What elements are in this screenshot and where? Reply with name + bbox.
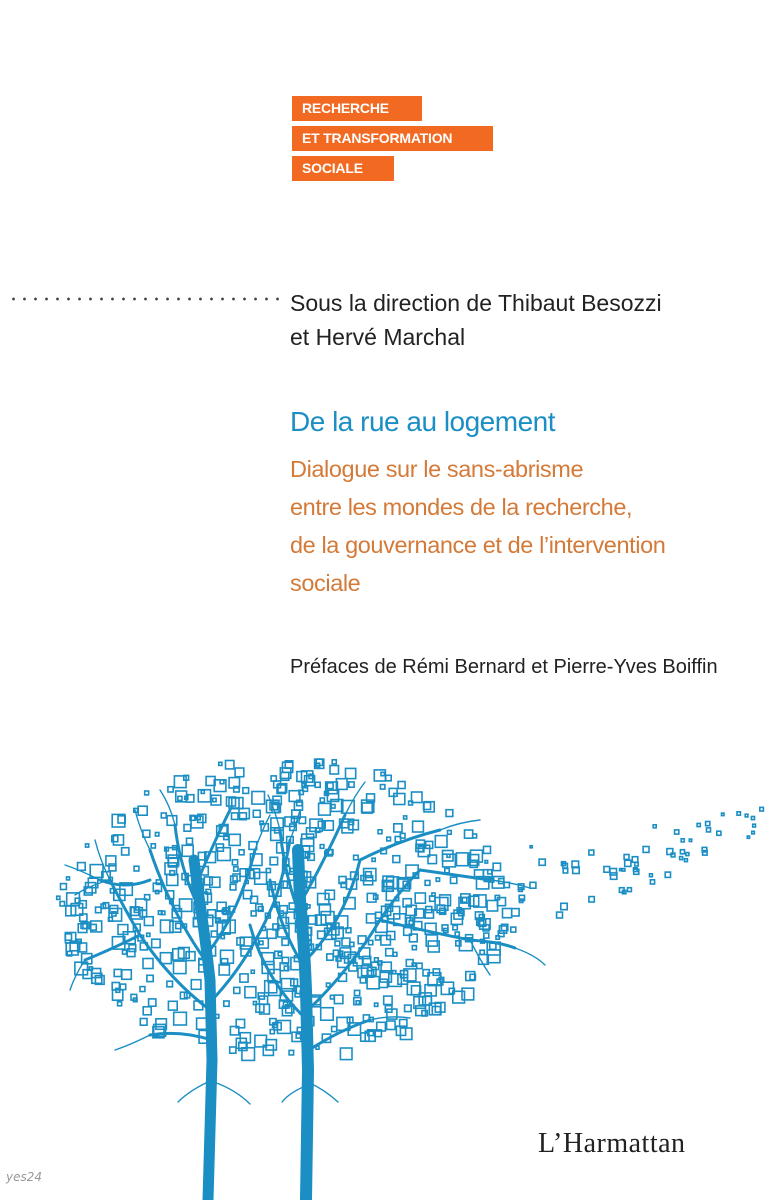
- subtitle-line-2: entre les mondes de la recherche,: [290, 494, 633, 520]
- canopy-square: [224, 1001, 229, 1006]
- canopy-square: [653, 825, 656, 828]
- canopy-square: [332, 1027, 337, 1032]
- canopy-square: [134, 866, 139, 871]
- canopy-square: [270, 857, 278, 865]
- canopy-square: [123, 950, 127, 954]
- subtitle-line-4: sociale: [290, 570, 361, 596]
- prefaces: Préfaces de Rémi Bernard et Pierre-Yves Boiffin: [290, 656, 718, 678]
- canopy-square: [394, 794, 405, 805]
- canopy-square: [245, 987, 256, 998]
- canopy-square: [240, 974, 248, 982]
- canopy-square: [628, 888, 632, 892]
- canopy-square: [487, 901, 498, 912]
- canopy-square: [737, 812, 740, 815]
- canopy-square: [259, 941, 263, 945]
- canopy-square: [440, 895, 451, 906]
- canopy-square: [330, 766, 339, 775]
- canopy-square: [242, 1048, 255, 1061]
- canopy-square: [219, 965, 229, 975]
- canopy-square: [216, 918, 221, 923]
- canopy-square: [722, 813, 725, 816]
- canopy-square: [650, 874, 653, 877]
- canopy-square: [296, 1034, 300, 1038]
- canopy-square: [182, 845, 193, 856]
- canopy-square: [221, 935, 224, 938]
- canopy-square: [381, 772, 384, 775]
- canopy-square: [372, 858, 375, 861]
- canopy-square: [251, 911, 256, 916]
- canopy-square: [118, 1002, 122, 1006]
- canopy-square: [563, 869, 568, 874]
- canopy-square: [168, 787, 173, 792]
- canopy-square: [703, 851, 708, 856]
- canopy-square: [334, 995, 343, 1004]
- subtitle-line-3: de la gouvernance et de l’intervention: [290, 532, 666, 558]
- canopy-square: [243, 788, 249, 794]
- canopy-square: [635, 863, 639, 867]
- collection-line-2: ET TRANSFORMATION: [292, 126, 493, 151]
- canopy-square: [387, 1021, 396, 1030]
- canopy-square: [356, 1001, 359, 1004]
- canopy-square: [340, 1048, 352, 1060]
- canopy-square: [589, 850, 594, 855]
- canopy-square: [299, 790, 303, 794]
- canopy-square: [232, 813, 239, 820]
- canopy-square: [707, 828, 711, 832]
- canopy-square: [144, 917, 153, 926]
- canopy-square: [113, 990, 123, 1000]
- canopy-square: [665, 872, 670, 877]
- canopy-square: [332, 760, 336, 764]
- dotted-rule: [8, 289, 280, 309]
- canopy-square: [253, 810, 260, 817]
- canopy-square: [174, 961, 187, 974]
- canopy-square: [424, 802, 434, 812]
- canopy-square: [675, 830, 679, 834]
- canopy-square: [400, 833, 405, 838]
- canopy-square: [152, 939, 160, 947]
- canopy-square: [160, 953, 171, 964]
- canopy-square: [355, 990, 360, 995]
- canopy-square: [386, 775, 392, 781]
- canopy-square: [232, 860, 237, 865]
- canopy-square: [143, 1007, 151, 1015]
- canopy-square: [167, 981, 173, 987]
- canopy-square: [557, 912, 563, 918]
- canopy-square: [487, 950, 500, 963]
- canopy-square: [145, 791, 149, 795]
- canopy-square: [187, 838, 193, 844]
- canopy-square: [341, 882, 346, 887]
- canopy-square: [369, 940, 373, 944]
- canopy-square: [686, 853, 689, 856]
- canopy-square: [67, 951, 72, 956]
- canopy-square: [320, 845, 324, 849]
- canopy-square: [239, 850, 244, 855]
- canopy-square: [404, 816, 407, 819]
- canopy-square: [251, 970, 254, 973]
- canopy-square: [465, 830, 473, 838]
- canopy-square: [208, 910, 216, 918]
- canopy-square: [435, 836, 447, 848]
- canopy-square: [316, 828, 320, 832]
- canopy-square: [447, 854, 450, 857]
- canopy-square: [753, 824, 756, 827]
- canopy-square: [151, 844, 155, 848]
- canopy-square: [689, 839, 691, 841]
- canopy-square: [213, 798, 216, 801]
- canopy-square: [270, 1030, 274, 1034]
- canopy-square: [75, 898, 80, 903]
- canopy-square: [211, 931, 217, 937]
- canopy-square: [622, 869, 625, 872]
- canopy-square: [122, 970, 132, 980]
- canopy-square: [499, 926, 506, 933]
- canopy-square: [168, 1001, 177, 1010]
- canopy-square: [745, 814, 748, 817]
- canopy-square: [685, 859, 688, 862]
- canopy-square: [496, 936, 499, 939]
- canopy-square: [114, 969, 121, 976]
- canopy-square: [184, 825, 191, 832]
- canopy-square: [393, 971, 396, 974]
- canopy-square: [503, 909, 512, 918]
- canopy-square: [432, 893, 435, 896]
- canopy-square: [266, 869, 270, 873]
- canopy-square: [178, 796, 182, 800]
- canopy-square: [349, 782, 354, 787]
- canopy-square: [170, 871, 175, 876]
- canopy-square: [315, 782, 320, 787]
- book-title: De la rue au logement: [290, 406, 556, 437]
- canopy-square: [325, 890, 334, 899]
- canopy-square: [61, 884, 67, 890]
- canopy-square: [493, 863, 500, 870]
- canopy-square: [258, 907, 263, 912]
- canopy-square: [620, 869, 622, 871]
- canopy-square: [327, 954, 333, 960]
- canopy-square: [226, 761, 234, 769]
- canopy-square: [161, 813, 166, 818]
- canopy-square: [409, 801, 413, 805]
- canopy-square: [138, 806, 147, 815]
- canopy-square: [747, 836, 749, 838]
- canopy-square: [230, 884, 236, 890]
- canopy-square: [624, 855, 629, 860]
- watermark: yes24: [6, 1170, 43, 1184]
- canopy-square: [155, 833, 159, 837]
- canopy-square: [462, 898, 467, 903]
- canopy-square: [282, 939, 289, 946]
- canopy-square: [186, 952, 195, 961]
- canopy-square: [760, 807, 764, 811]
- canopy-square: [448, 831, 452, 835]
- canopy-square: [259, 996, 267, 1004]
- canopy-square: [201, 790, 204, 793]
- canopy-square: [321, 1008, 334, 1021]
- canopy-square: [376, 936, 381, 941]
- canopy-square: [67, 877, 70, 880]
- canopy-square: [191, 980, 201, 990]
- canopy-square: [384, 996, 392, 1004]
- canopy-square: [539, 859, 545, 865]
- canopy-square: [354, 855, 359, 860]
- authors-line-2: et Hervé Marchal: [290, 324, 466, 350]
- canopy-square: [393, 856, 400, 863]
- canopy-square: [488, 870, 492, 874]
- canopy-square: [234, 867, 238, 871]
- canopy-square: [122, 848, 129, 855]
- authors: [290, 286, 662, 354]
- canopy-square: [140, 987, 145, 992]
- canopy-square: [589, 897, 594, 902]
- canopy-square: [235, 768, 244, 777]
- canopy-square: [681, 839, 684, 842]
- canopy-square: [145, 895, 150, 900]
- canopy-square: [393, 952, 397, 956]
- canopy-square: [387, 837, 391, 841]
- canopy-square: [229, 834, 240, 845]
- canopy-square: [446, 810, 453, 817]
- canopy-square: [484, 933, 489, 938]
- canopy-square: [204, 877, 212, 885]
- canopy-square: [752, 831, 755, 834]
- canopy-square: [417, 963, 422, 968]
- canopy-square: [485, 861, 488, 864]
- collection-line-1: RECHERCHE: [292, 96, 422, 121]
- canopy-square: [140, 1019, 147, 1026]
- canopy-square: [367, 914, 376, 923]
- canopy-square: [680, 857, 683, 860]
- canopy-square: [174, 1012, 187, 1025]
- publisher-logo: L’Harmattan: [538, 1128, 686, 1159]
- canopy-square: [453, 925, 457, 929]
- canopy-square: [650, 880, 654, 884]
- canopy-square: [60, 902, 65, 907]
- canopy-square: [425, 881, 430, 886]
- canopy-square: [561, 903, 567, 909]
- canopy-square: [330, 995, 334, 999]
- canopy-square: [86, 844, 89, 847]
- canopy-square: [149, 999, 156, 1006]
- canopy-square: [706, 822, 710, 826]
- canopy-square: [386, 949, 393, 956]
- canopy-square: [219, 762, 222, 765]
- canopy-square: [176, 923, 181, 928]
- canopy-square: [253, 1002, 256, 1005]
- canopy-square: [412, 946, 416, 950]
- canopy-square: [436, 878, 439, 881]
- canopy-square: [451, 877, 457, 883]
- canopy-square: [380, 785, 385, 790]
- book-subtitle: [290, 450, 760, 602]
- canopy-square: [398, 975, 408, 985]
- canopy-square: [210, 877, 220, 887]
- canopy-square: [394, 824, 402, 832]
- subtitle-line-1: Dialogue sur le sans-abrisme: [290, 456, 584, 482]
- canopy-square: [346, 768, 356, 778]
- canopy-square: [497, 898, 505, 906]
- canopy-square: [415, 893, 425, 903]
- canopy-square: [680, 850, 684, 854]
- canopy-square: [252, 792, 265, 805]
- canopy-square: [751, 817, 754, 820]
- canopy-square: [302, 834, 314, 846]
- canopy-square: [78, 863, 86, 871]
- canopy-square: [530, 846, 532, 848]
- canopy-square: [484, 846, 491, 853]
- canopy-square: [289, 1050, 294, 1055]
- canopy-square: [632, 857, 638, 863]
- canopy-square: [530, 882, 536, 888]
- canopy-square: [512, 909, 519, 916]
- canopy-square: [327, 783, 333, 789]
- canopy-square: [158, 911, 162, 915]
- canopy-square: [375, 1003, 378, 1006]
- canopy-square: [109, 917, 113, 921]
- canopy-square: [143, 959, 153, 969]
- authors-line-1: Sous la direction de Thibaut Besozzi: [290, 290, 662, 316]
- canopy-square: [697, 823, 700, 826]
- collection-line-3: SOCIALE: [292, 156, 394, 181]
- canopy-square: [234, 987, 240, 993]
- canopy-square: [405, 1005, 412, 1012]
- canopy-square: [717, 831, 721, 835]
- canopy-square: [367, 977, 379, 989]
- canopy-square: [413, 821, 424, 832]
- canopy-square: [378, 830, 382, 834]
- canopy-square: [57, 896, 60, 899]
- canopy-square: [232, 798, 243, 809]
- canopy-square: [407, 982, 420, 995]
- canopy-square: [455, 932, 459, 936]
- canopy-square: [398, 782, 405, 789]
- canopy-square: [331, 805, 335, 809]
- canopy-square: [147, 933, 150, 936]
- canopy-square: [432, 1007, 440, 1015]
- canopy-square: [307, 828, 317, 838]
- canopy-square: [120, 984, 126, 990]
- canopy-square: [335, 941, 340, 946]
- canopy-square: [319, 803, 331, 815]
- canopy-square: [375, 958, 379, 962]
- canopy-square: [625, 860, 631, 866]
- canopy-square: [643, 847, 649, 853]
- canopy-square: [604, 867, 610, 873]
- canopy-square: [147, 975, 153, 981]
- canopy-square: [511, 927, 516, 932]
- canopy-square: [320, 798, 324, 802]
- canopy-square: [230, 1047, 236, 1053]
